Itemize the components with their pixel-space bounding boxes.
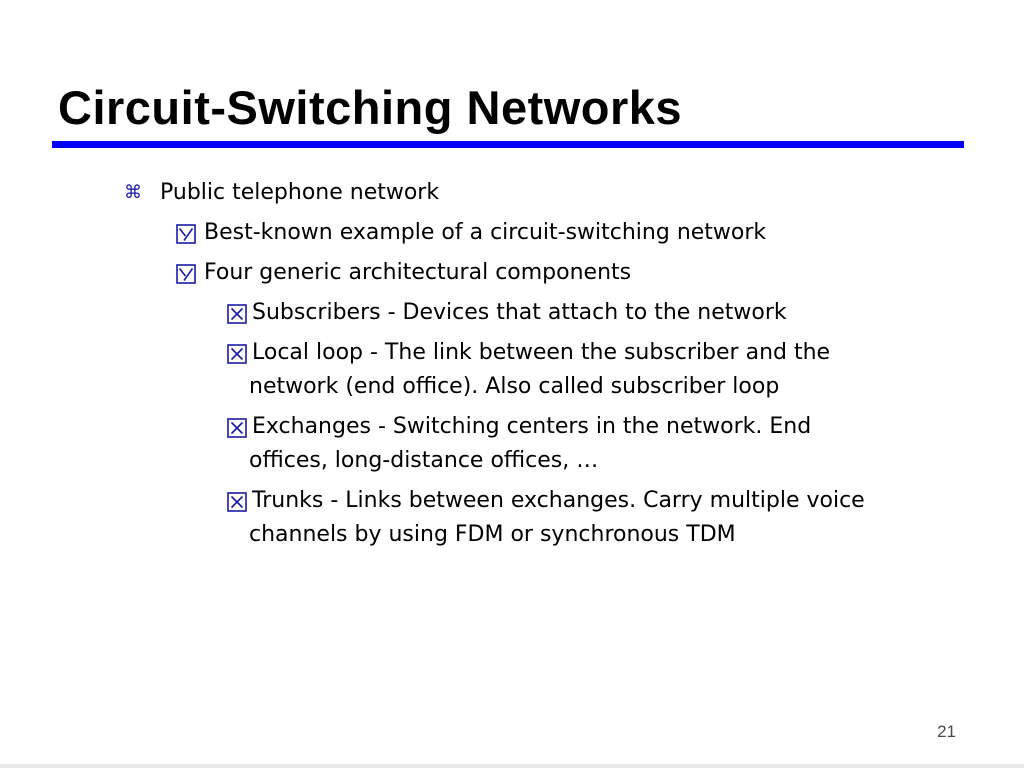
bullet-item xyxy=(0,176,1024,210)
bullet-item xyxy=(0,410,1024,478)
bullet-text: Four generic architectural components xyxy=(204,260,632,285)
bullet-text: Best-known example of a circuit-switching network xyxy=(204,220,767,245)
checkbox-check-icon xyxy=(176,224,196,244)
bullet-text-continued: offices, long-distance offices, … xyxy=(249,448,599,473)
page-number: 21 xyxy=(937,722,956,741)
bullet-text: Public telephone network xyxy=(160,180,440,205)
slide-title: Circuit-Switching Networks xyxy=(58,81,683,134)
bullet-item xyxy=(0,484,1024,552)
checkbox-x-icon xyxy=(227,492,247,512)
bullet-text: Subscribers - Devices that attach to the network xyxy=(252,300,787,325)
bullet-text: Exchanges - Switching centers in the network. End xyxy=(252,414,812,439)
bullet-item xyxy=(0,216,1024,250)
bullet-text: Trunks - Links between exchanges. Carry multiple voice xyxy=(252,488,865,513)
checkbox-x-icon xyxy=(227,344,247,364)
bullet-list xyxy=(0,176,1024,558)
checkbox-x-icon xyxy=(227,304,247,324)
bullet-item xyxy=(0,296,1024,330)
command-key-icon: ⌘ xyxy=(124,182,142,203)
bullet-item xyxy=(0,336,1024,404)
checkbox-x-icon xyxy=(227,418,247,438)
bottom-divider xyxy=(0,764,1024,768)
title-underline xyxy=(52,141,964,148)
bullet-item xyxy=(0,256,1024,290)
checkbox-check-icon xyxy=(176,264,196,284)
bullet-text: Local loop - The link between the subscriber and the xyxy=(252,340,831,365)
bullet-text-continued: channels by using FDM or synchronous TDM xyxy=(249,522,736,547)
bullet-text-continued: network (end office). Also called subscriber loop xyxy=(249,374,780,399)
